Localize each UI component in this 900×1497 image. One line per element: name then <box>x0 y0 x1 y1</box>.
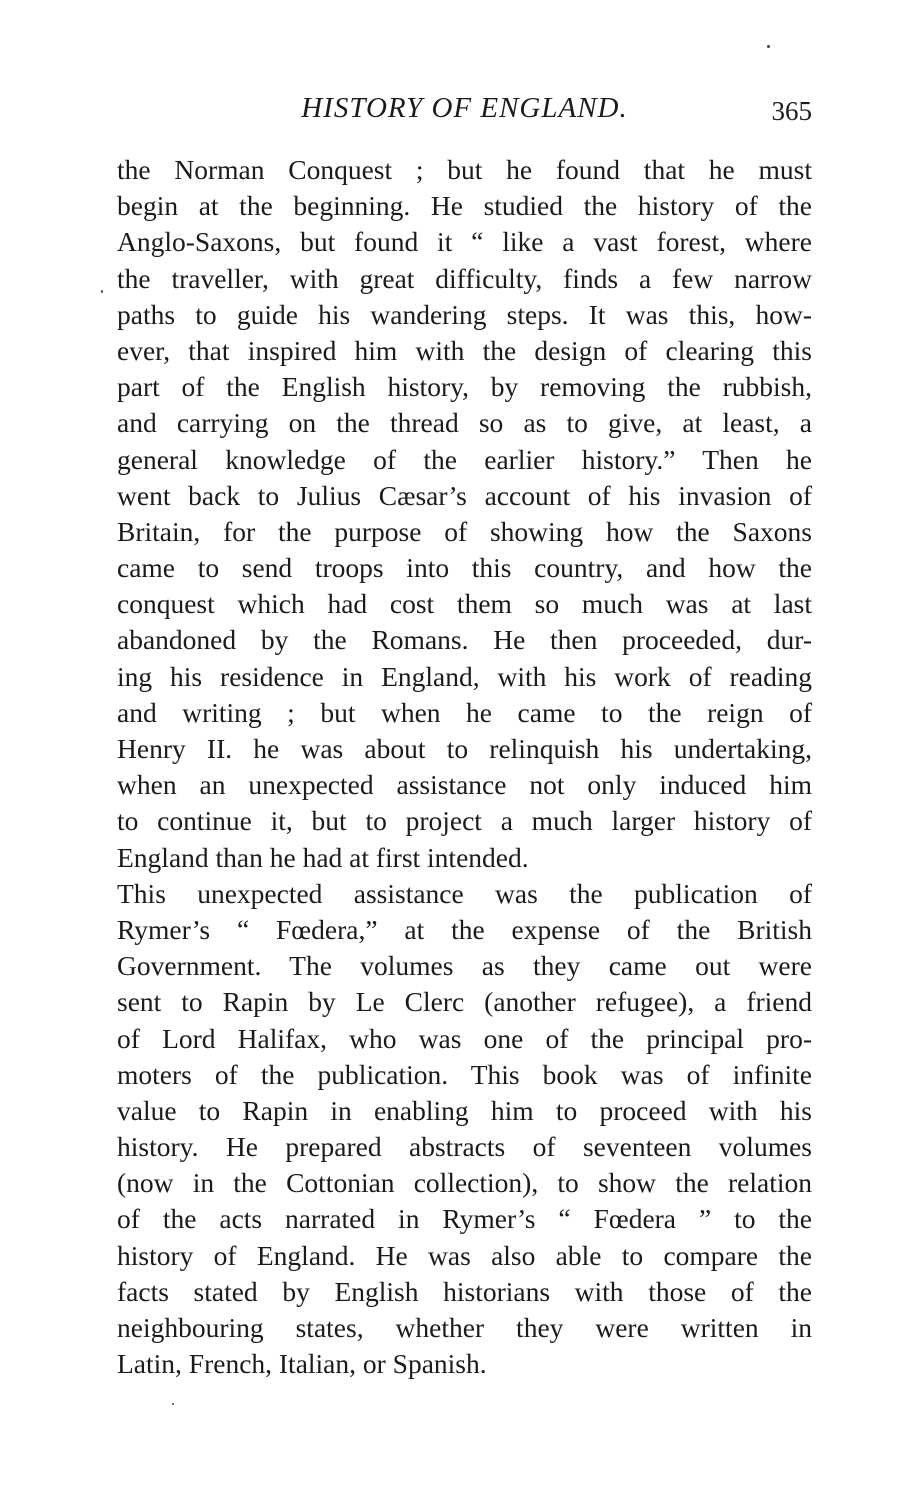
text-line: England than he had at first intended. <box>117 841 529 873</box>
text-line: Latin, French, Italian, or Spanish. <box>117 1348 487 1380</box>
text-line: moters of the publication. This book was of infinite <box>117 1058 812 1090</box>
text-line: begin at the beginning. He studied the history of the <box>117 190 812 222</box>
text-line: the traveller, with great difficulty, finds a few narrow <box>117 262 812 294</box>
text-line: facts stated by English historians with those of the <box>117 1275 812 1307</box>
text-line: Henry II. he was about to relinquish his undertaking, <box>117 733 812 764</box>
text-line: and writing ; but when he came to the reign of <box>117 696 812 728</box>
text-line: (now in the Cottonian collection), to show the relation <box>117 1167 812 1199</box>
text-line: the Norman Conquest ; but he found that he must <box>117 154 812 185</box>
text-line: went back to Julius Cæsar’s account of his invasion of <box>117 479 812 511</box>
print-speck <box>172 1403 174 1405</box>
text-line: of Lord Halifax, who was one of the principal pro- <box>117 1022 812 1054</box>
text-line: abandoned by the Romans. He then proceeded, dur- <box>117 624 812 656</box>
text-line: history. He prepared abstracts of seventeen volumes <box>117 1131 812 1163</box>
running-title: HISTORY OF ENGLAND. <box>301 92 628 124</box>
body-text <box>117 152 812 1382</box>
text-line: when an unexpected assistance not only induced him <box>117 769 812 801</box>
text-line: to continue it, but to project a much larger history of <box>117 805 812 837</box>
text-line: history of England. He was also able to compare the <box>117 1239 812 1271</box>
text-line: ing his residence in England, with his work of reading <box>117 660 812 692</box>
text-line: neighbouring states, whether they were written in <box>117 1312 812 1343</box>
text-line: general knowledge of the earlier history.” Then he <box>117 443 812 475</box>
text-line: value to Rapin in enabling him to proceed with his <box>117 1094 812 1126</box>
text-line: came to send troops into this country, and how the <box>117 552 812 584</box>
text-line: Britain, for the purpose of showing how the Saxons <box>117 515 812 547</box>
text-line: Anglo-Saxons, but found it “ like a vast forest, where <box>117 226 812 258</box>
text-line: Rymer’s “ Fœdera,” at the expense of the British <box>117 913 812 945</box>
page-number: 365 <box>771 96 812 126</box>
text-line: sent to Rapin by Le Clerc (another refugee), a friend <box>117 986 812 1018</box>
page-header <box>117 92 812 132</box>
text-line: paths to guide his wandering steps. It was this, how- <box>117 298 812 330</box>
print-speck <box>767 45 770 48</box>
text-line: conquest which had cost them so much was at last <box>117 588 812 620</box>
text-line: This unexpected assistance was the publication of <box>117 877 812 909</box>
print-speck <box>101 290 103 293</box>
text-line: of the acts narrated in Rymer’s “ Fœdera ” to the <box>117 1203 812 1235</box>
text-line: Government. The volumes as they came out were <box>117 950 812 982</box>
text-line: and carrying on the thread so as to give, at least, a <box>117 407 812 439</box>
text-line: ever, that inspired him with the design of clearing this <box>117 334 812 366</box>
text-line: part of the English history, by removing the rubbish, <box>117 371 812 403</box>
